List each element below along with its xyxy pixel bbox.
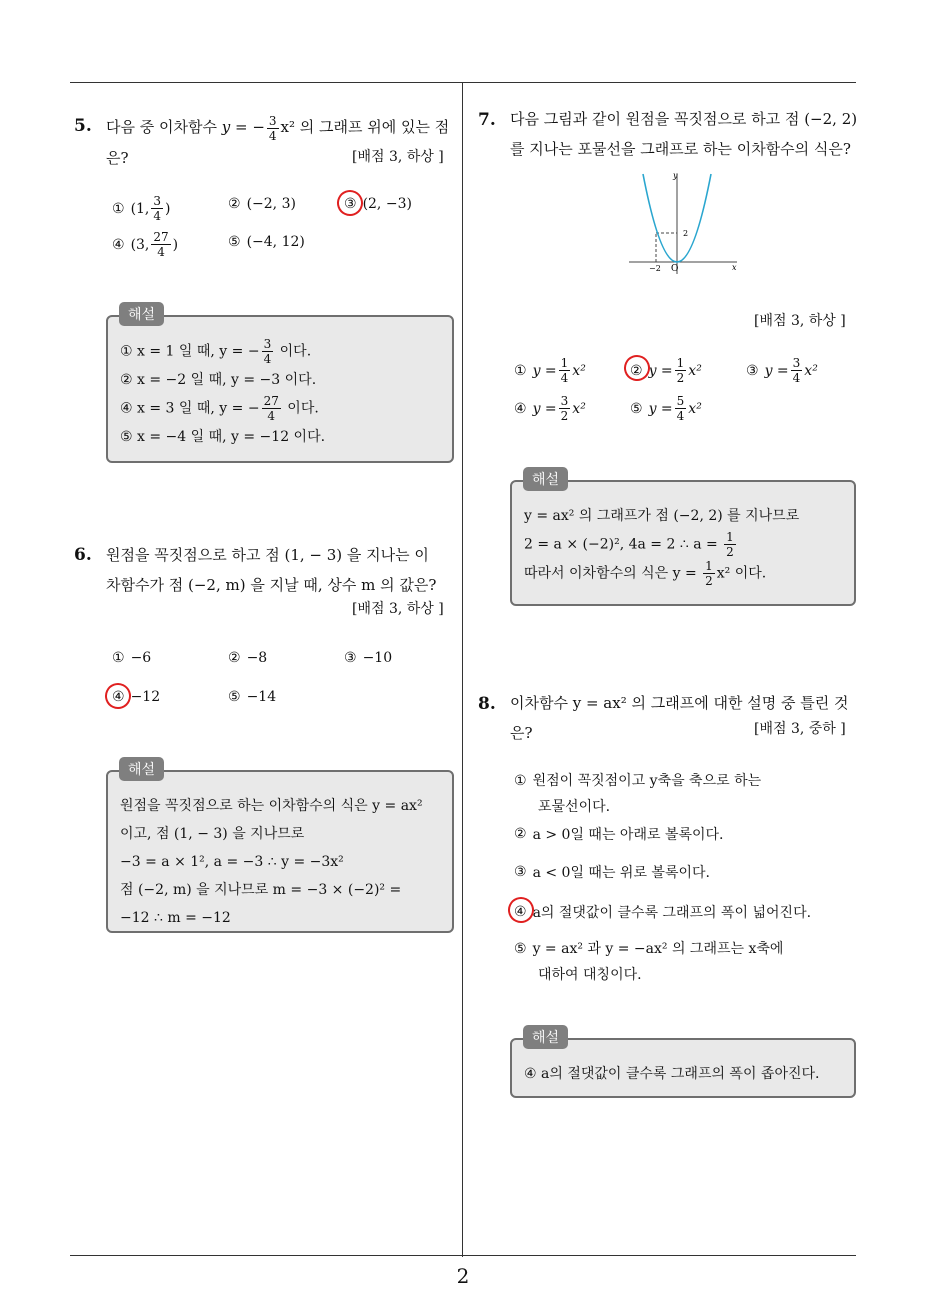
question-5-number: 5. <box>74 116 92 136</box>
q6-option-5[interactable]: ⑤ −14 <box>228 689 277 705</box>
question-8-number: 8. <box>478 694 496 714</box>
question-7-score: [배점 3, 하상 ] <box>754 313 846 329</box>
q5-option-3[interactable]: ③ (2, −3) <box>344 196 412 212</box>
q5-option-4[interactable]: ④ (3, $\frac{27}{4}$ ) <box>112 230 179 259</box>
q7-explanation-label: 해설 <box>523 467 568 491</box>
q7-explanation-box: y = ax² 의 그래프가 점 (−2, 2) 를 지나므로 2 = a × (−2)², 4a = 2 ∴ a = $\frac{1}{2}$ 따라서 이차함수의 식은 y = $\frac{1}{2}$ x² 이다. <box>510 480 856 606</box>
question-6-text: 원점을 꼭짓점으로 하고 점 (1, − 3) 을 지나는 이 차함수가 점 (−2, m) 을 지날 때, 상수 m 의 값은? <box>106 546 437 594</box>
q5-option-1[interactable]: ① (1, $\frac{3}{4}$ ) <box>112 194 171 223</box>
q7-option-4[interactable]: ④ y = $\frac{3}{2}$ x² <box>514 394 586 423</box>
q7-option-3[interactable]: ③ y = $\frac{3}{4}$ x² <box>746 356 818 385</box>
q6-option-4[interactable]: ④ −12 <box>112 689 161 705</box>
graph-tick-y: 2 <box>683 229 689 238</box>
q6-option-2[interactable]: ② −8 <box>228 650 268 666</box>
q8-option-1[interactable]: ① 원점이 꼭짓점이고 y축을 축으로 하는 포물선이다. <box>514 773 762 815</box>
bottom-rule <box>70 1255 856 1256</box>
question-8-score: [배점 3, 중하 ] <box>754 721 846 737</box>
q7-option-2[interactable]: ② y = $\frac{1}{2}$ x² <box>630 356 702 385</box>
graph-y-label: y <box>673 171 678 180</box>
question-5-score: [배점 3, 하상 ] <box>352 149 444 165</box>
question-6-score: [배점 3, 하상 ] <box>352 601 444 617</box>
question-8-text: 이차함수 y = ax² 의 그래프에 대한 설명 중 틀린 것 은? <box>510 694 849 742</box>
question-5-text: 다음 중 이차함수 y = − $\frac{3}{4}$ x² 의 그래프 위에 있는 점 은? <box>106 113 450 167</box>
graph-origin-label: O <box>671 264 679 274</box>
page-number: 2 <box>456 1264 470 1288</box>
q6-explanation-label: 해설 <box>119 757 164 781</box>
question-6-number: 6. <box>74 545 92 565</box>
q5-explanation-label: 해설 <box>119 302 164 326</box>
q6-option-3[interactable]: ③ −10 <box>344 650 393 666</box>
graph-x-label: x <box>732 263 737 272</box>
q7-option-1[interactable]: ① y = $\frac{1}{4}$ x² <box>514 356 586 385</box>
top-rule <box>70 82 856 83</box>
q6-explanation-box: 원점을 꼭짓점으로 하는 이차함수의 식은 y = ax² 이고, 점 (1, − 3) 을 지나므로 −3 = a × 1², a = −3 ∴ y = −3x² 점 (−2, m) 을 지나므로 m = −3 × (−2)² = −12 ∴ m = −12 <box>106 770 454 933</box>
q8-explanation-box: ④ a의 절댓값이 클수록 그래프의 폭이 좁아진다. <box>510 1038 856 1098</box>
question-7-text: 다음 그림과 같이 원점을 꼭짓점으로 하고 점 (−2, 2) 를 지나는 포물선을 그래프로 하는 이차함수의 식은? <box>510 110 858 158</box>
graph-tick-x: −2 <box>649 264 661 273</box>
q8-option-4[interactable]: ④ a의 절댓값이 클수록 그래프의 폭이 넓어진다. <box>514 904 812 921</box>
q5-option-2[interactable]: ② (−2, 3) <box>228 196 296 212</box>
q5-option-5[interactable]: ⑤ (−4, 12) <box>228 234 305 250</box>
q8-option-2[interactable]: ② a > 0일 때는 아래로 볼록이다. <box>514 826 724 843</box>
q5-explanation-box: ① x = 1 일 때, y = − $\frac{3}{4}$ 이다. ② x = −2 일 때, y = −3 이다. ④ x = 3 일 때, y = − $\frac{27}{4}$ 이다. ⑤ x = −4 일 때, y = −12 이다. <box>106 315 454 463</box>
question-7-number: 7. <box>478 110 496 130</box>
answer-mark-q6 <box>101 679 134 712</box>
q8-option-5[interactable]: ⑤ y = ax² 과 y = −ax² 의 그래프는 x축에 대하여 대칭이다. <box>514 941 784 983</box>
q8-option-3[interactable]: ③ a < 0일 때는 위로 볼록이다. <box>514 864 710 881</box>
q6-option-1[interactable]: ① −6 <box>112 650 152 666</box>
q8-explanation-label: 해설 <box>523 1025 568 1049</box>
q7-parabola-graph <box>625 170 743 276</box>
q7-option-5[interactable]: ⑤ y = $\frac{5}{4}$ x² <box>630 394 702 423</box>
column-divider <box>462 82 463 1257</box>
answer-mark-q5 <box>333 186 366 219</box>
